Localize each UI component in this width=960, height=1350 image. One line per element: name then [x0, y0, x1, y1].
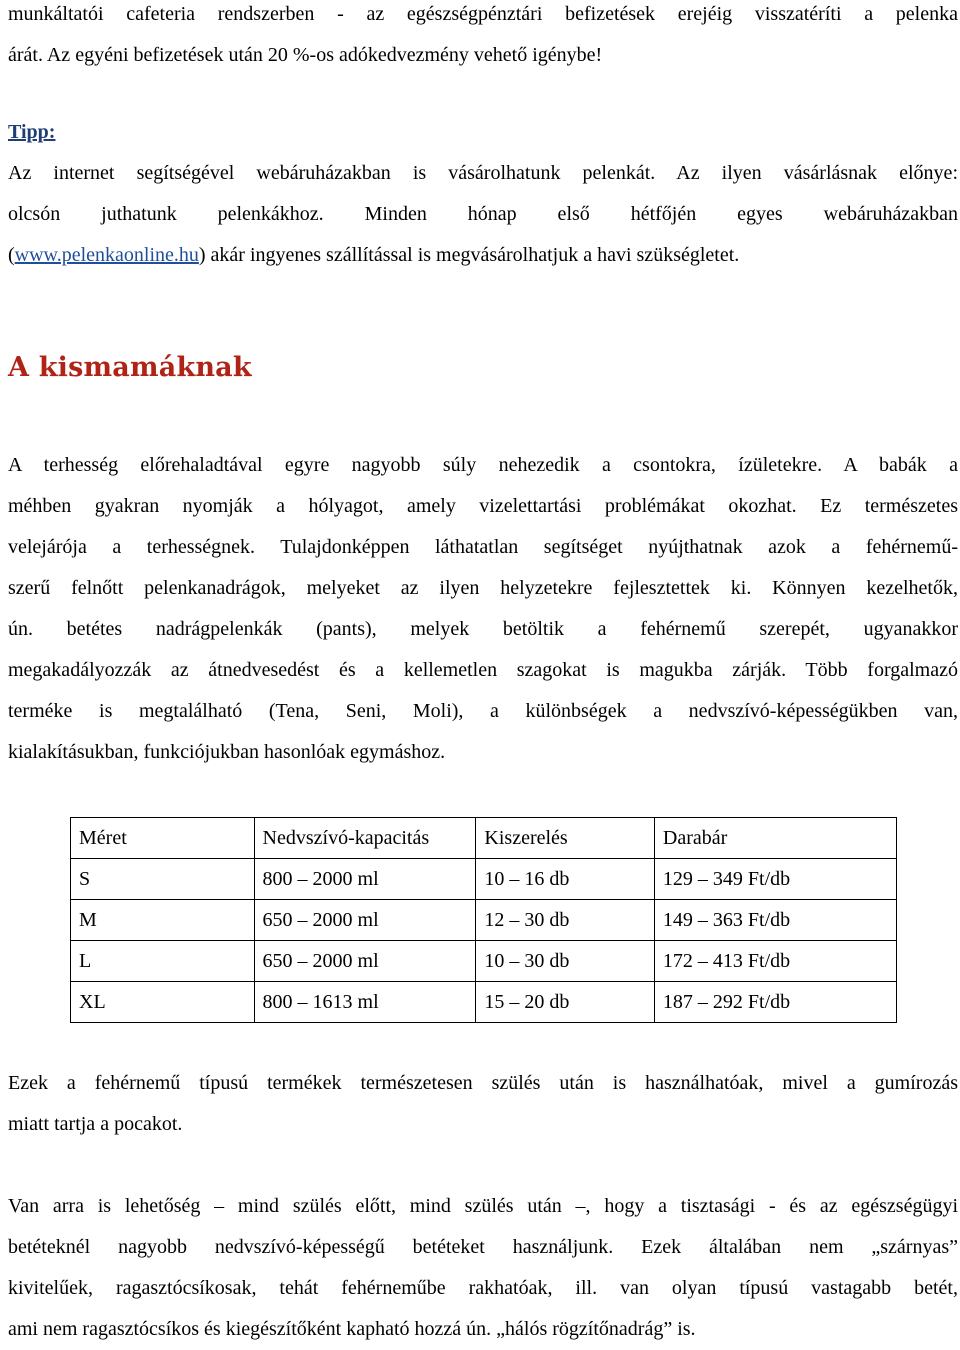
table-cell: 650 – 2000 ml: [254, 900, 476, 941]
paragraph-line: ami nem ragasztócsíkos és kiegészítőként kapható hozzá ún. „hálós rögzítőnadrág” is.: [8, 1318, 696, 1340]
section-heading: A kismamáknak: [8, 352, 252, 383]
header-cell-price: Darabár: [654, 818, 896, 859]
tip-line: olcsón juthatunk pelenkákhoz. Minden hónap első hétfőjén egyes webáruházakban: [8, 203, 958, 225]
table-row: [71, 859, 897, 900]
table-cell: 800 – 2000 ml: [254, 859, 476, 900]
table-cell: 187 – 292 Ft/db: [654, 982, 896, 1023]
paragraph-line: Ezek a fehérnemű típusú termékek természetesen szülés után is használhatóak, mivel a gumírozás: [8, 1072, 958, 1094]
paragraph-line: kivitelűek, ragasztócsíkosak, tehát fehérneműbe rakhatóak, ill. van olyan típusú vastagabb betét,: [8, 1277, 958, 1299]
paragraph-line: méhben gyakran nyomják a hólyagot, amely vizelettartási problémákat okozhat. Ez természetes: [8, 495, 958, 517]
intro-line: árát. Az egyéni befizetések után 20 %-os adókedvezmény vehető igénybe!: [8, 44, 603, 66]
paragraph-line: Van arra is lehetőség – mind szülés előtt, mind szülés után –, hogy a tisztasági - és az egészségügyi: [8, 1195, 958, 1217]
table-cell: XL: [71, 982, 255, 1023]
tip-line-with-link: [8, 235, 958, 276]
webshop-link[interactable]: www.pelenkaonline.hu: [14, 244, 199, 266]
table-cell: 650 – 2000 ml: [254, 941, 476, 982]
paragraph-line: megakadályozzák az átnedvesedést és a kellemetlen szagokat is magukba zárják. Több forgalmazó: [8, 659, 958, 681]
paragraph-line: ún. betétes nadrágpelenkák (pants), melyek betöltik a fehérnemű szerepét, ugyanakkor: [8, 618, 958, 640]
table-cell: 800 – 1613 ml: [254, 982, 476, 1023]
after-table-paragraph: [8, 1063, 958, 1145]
paragraph-line: terméke is megtalálható (Tena, Seni, Moli), a különbségek a nedvszívó-képességükben van,: [8, 700, 958, 722]
paragraph-line: velejárója a terhességnek. Tulajdonképpen láthatatlan segítséget nyújthatnak azok a fehérnemű-: [8, 536, 958, 558]
tip-line-rest: ) akár ingyenes szállítással is megvásárolhatjuk a havi szükségletet.: [198, 244, 740, 266]
tip-label: Tipp:: [8, 121, 56, 143]
paragraph-line: betéteknél nagyobb nedvszívó-képességű betéteket használjunk. Ezek általában nem „szárnyas”: [8, 1236, 958, 1258]
table-row: [71, 941, 897, 982]
tip-paragraph: [8, 153, 958, 276]
table-cell: M: [71, 900, 255, 941]
section-paragraph: [8, 445, 958, 773]
paragraph-line: A terhesség előrehaladtával egyre nagyobb súly nehezedik a csontokra, ízületekre. A babák a: [8, 454, 958, 476]
table-header-row: [71, 818, 897, 859]
table-cell: 172 – 413 Ft/db: [654, 941, 896, 982]
table-row: [71, 900, 897, 941]
table-cell: S: [71, 859, 255, 900]
final-paragraph: [8, 1186, 958, 1350]
table-row: [71, 982, 897, 1023]
table-cell: L: [71, 941, 255, 982]
header-cell-size: Méret: [71, 818, 255, 859]
table-cell: 12 – 30 db: [476, 900, 655, 941]
table-cell: 15 – 20 db: [476, 982, 655, 1023]
table-cell: 129 – 349 Ft/db: [654, 859, 896, 900]
paragraph-line: miatt tartja a pocakot.: [8, 1113, 183, 1135]
paragraph-line: szerű felnőtt pelenkanadrágok, melyeket az ilyen helyzetekre fejlesztettek ki. Könnyen kezelhetők,: [8, 577, 958, 599]
tip-section: [8, 112, 958, 276]
intro-paragraph: [8, 0, 958, 76]
table-cell: 10 – 16 db: [476, 859, 655, 900]
intro-line: munkáltatói cafeteria rendszerben - az egészségpénztári befizetések erejéig visszatéríti a pelenka: [8, 3, 958, 25]
diaper-size-table: [70, 817, 897, 1023]
header-cell-pack: Kiszerelés: [476, 818, 655, 859]
header-cell-capacity: Nedvszívó-kapacitás: [254, 818, 476, 859]
table-cell: 10 – 30 db: [476, 941, 655, 982]
paragraph-line: kialakításukban, funkciójukban hasonlóak egymáshoz.: [8, 741, 446, 763]
table-cell: 149 – 363 Ft/db: [654, 900, 896, 941]
tip-paren: (: [8, 244, 15, 266]
tip-line: Az internet segítségével webáruházakban is vásárolhatunk pelenkát. Az ilyen vásárlásnak előnye:: [8, 162, 958, 184]
